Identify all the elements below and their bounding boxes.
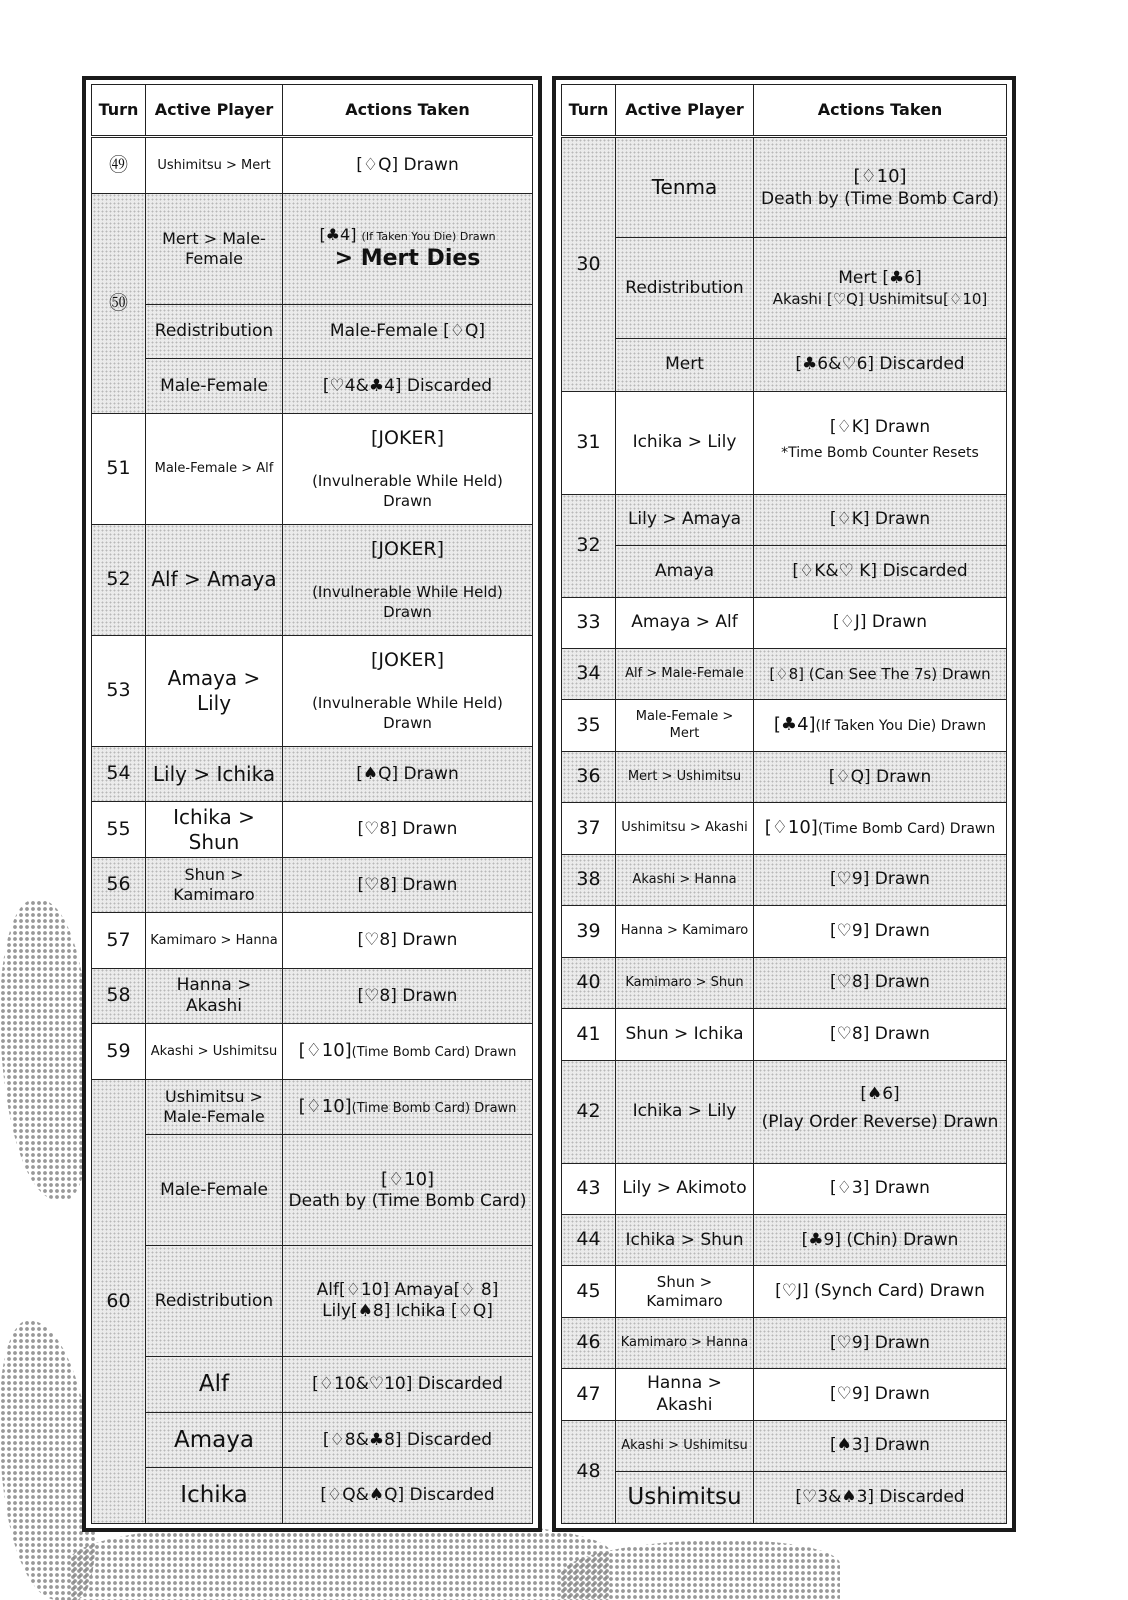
action-taken: [♡J] (Synch Card) Drawn (754, 1266, 1007, 1317)
action-card: [JOKER] (370, 427, 445, 450)
table-row (562, 1369, 1007, 1420)
action-note: *Time Bomb Counter Resets (781, 444, 979, 461)
active-player: Lily > Ichika (146, 746, 283, 802)
action-taken: [♡8] Drawn (754, 1009, 1007, 1060)
table-row (562, 546, 1007, 597)
action-card: [JOKER] (370, 538, 445, 561)
active-player: Alf > Male-Female (616, 649, 754, 700)
action-taken (754, 238, 1007, 339)
action-card: [♢K] Drawn (829, 416, 931, 437)
active-player: Akashi > Ushimitsu (616, 1420, 754, 1471)
table-row (562, 137, 1007, 238)
action-taken (754, 391, 1007, 494)
action-note: (Time Bomb Card) Drawn (351, 1045, 517, 1061)
action-taken (754, 803, 1007, 854)
action-card: [♢10] (298, 1095, 352, 1117)
active-player: Ushimitsu > Mert (146, 137, 283, 194)
table-row (562, 597, 1007, 648)
table-row (92, 524, 533, 635)
turn-number: 33 (562, 597, 616, 648)
table-row (562, 238, 1007, 339)
header-active-player: Active Player (146, 85, 283, 137)
header-actions-taken: Actions Taken (754, 85, 1007, 137)
active-player: Alf (146, 1357, 283, 1413)
table-row (562, 1266, 1007, 1317)
action-taken (754, 700, 1007, 751)
action-taken: [♢10&♡10] Discarded (283, 1357, 533, 1413)
active-player: Kamimaro > Hanna (616, 1317, 754, 1368)
table-row (92, 359, 533, 413)
header-actions-taken: Actions Taken (283, 85, 533, 137)
turn-number: 54 (92, 746, 146, 802)
turn-number: 45 (562, 1266, 616, 1317)
action-card: [♢10] (298, 1040, 352, 1062)
active-player: Tenma (616, 137, 754, 238)
table-row (92, 304, 533, 358)
turn-number: 57 (92, 913, 146, 969)
table-row (562, 854, 1007, 905)
turn-number: 39 (562, 906, 616, 957)
turn-log-table-left (82, 76, 542, 1532)
active-player: Male-Female (146, 1135, 283, 1246)
table-row (92, 1412, 533, 1468)
table-row (562, 1215, 1007, 1266)
turn-number: 36 (562, 751, 616, 802)
header-turn: Turn (562, 85, 616, 137)
turn-number: 56 (92, 857, 146, 913)
turn-number: 38 (562, 854, 616, 905)
active-player: Ichika > Lily (616, 391, 754, 494)
turn-number: 43 (562, 1163, 616, 1214)
action-note: (Invulnerable While Held) Drawn (312, 471, 503, 510)
action-outcome: Death by (Time Bomb Card) (288, 1191, 527, 1212)
active-player: Lily > Amaya (616, 494, 754, 545)
turn-number: 40 (562, 957, 616, 1008)
action-taken (283, 1024, 533, 1080)
active-player: Mert > Male-Female (146, 193, 283, 304)
action-taken: [♡8] Drawn (283, 857, 533, 913)
active-player: Amaya > Lily (146, 635, 283, 746)
action-taken: [♡4&♣4] Discarded (283, 359, 533, 413)
action-taken: [♡3&♠3] Discarded (754, 1472, 1007, 1524)
action-taken: [♣9] (Chin) Drawn (754, 1215, 1007, 1266)
active-player: Hanna > Kamimaro (616, 906, 754, 957)
table-row (92, 857, 533, 913)
action-note: (If Taken You Die) Drawn (361, 230, 496, 244)
active-player: Hanna > Akashi (616, 1369, 754, 1420)
turn-number: 59 (92, 1024, 146, 1080)
action-line: Akashi [♡Q] Ushimitsu[♢10] (772, 289, 988, 308)
table-row (92, 746, 533, 802)
action-taken: [♡8] Drawn (283, 913, 533, 969)
action-taken (754, 1060, 1007, 1163)
turn-number: ㊿ (92, 193, 146, 413)
table-row (562, 700, 1007, 751)
halftone-background-art (70, 1520, 610, 1600)
table-row (562, 803, 1007, 854)
action-taken: [♣6&♡6] Discarded (754, 339, 1007, 391)
turn-number: 35 (562, 700, 616, 751)
header-turn: Turn (92, 85, 146, 137)
turn-number: 30 (562, 137, 616, 391)
active-player: Redistribution (146, 1246, 283, 1357)
active-player: Kamimaro > Hanna (146, 913, 283, 969)
active-player: Shun > Ichika (616, 1009, 754, 1060)
active-player: Ushimitsu > Akashi (616, 803, 754, 854)
table-row (92, 1357, 533, 1413)
table-row (562, 1009, 1007, 1060)
turn-number: 44 (562, 1215, 616, 1266)
action-card: [♣4] (319, 225, 357, 245)
active-player: Shun > Kamimaro (146, 857, 283, 913)
table-row (92, 913, 533, 969)
active-player: Male-Female (146, 359, 283, 413)
action-taken (283, 193, 533, 304)
active-player: Mert (616, 339, 754, 391)
turn-number: 31 (562, 391, 616, 494)
table-row (92, 968, 533, 1024)
active-player: Hanna > Akashi (146, 968, 283, 1024)
action-taken: [♢Q&♠Q] Discarded (283, 1468, 533, 1524)
active-player: Redistribution (616, 238, 754, 339)
action-taken: [♡9] Drawn (754, 1369, 1007, 1420)
table-row (92, 1468, 533, 1524)
action-taken: [♡8] Drawn (754, 957, 1007, 1008)
action-taken: Male-Female [♢Q] (283, 304, 533, 358)
action-note: (Time Bomb Card) Drawn (351, 1100, 517, 1116)
active-player: Akashi > Hanna (616, 854, 754, 905)
action-taken: [♢J] Drawn (754, 597, 1007, 648)
action-taken: [♡8] Drawn (283, 968, 533, 1024)
action-taken (283, 413, 533, 524)
turn-number: 47 (562, 1369, 616, 1420)
action-taken: [♢8&♣8] Discarded (283, 1412, 533, 1468)
action-taken: [♢K] Drawn (754, 494, 1007, 545)
active-player: Ichika > Shun (146, 802, 283, 858)
active-player: Kamimaro > Shun (616, 957, 754, 1008)
action-line: Lily[♠8] Ichika [♢Q] (322, 1301, 493, 1322)
action-taken (283, 1079, 533, 1135)
action-taken (754, 137, 1007, 238)
turn-number: 52 (92, 524, 146, 635)
action-outcome: Death by (Time Bomb Card) (761, 188, 999, 209)
active-player: Ushimitsu (616, 1472, 754, 1524)
active-player: Ushimitsu > Male-Female (146, 1079, 283, 1135)
action-note: (Invulnerable While Held) Drawn (312, 582, 503, 621)
turn-log-table-right (552, 76, 1016, 1532)
table-row (92, 802, 533, 858)
turn-number: 42 (562, 1060, 616, 1163)
halftone-background-art (0, 900, 90, 1200)
turn-number: 53 (92, 635, 146, 746)
turn-number: 41 (562, 1009, 616, 1060)
turn-number: 60 (92, 1079, 146, 1523)
active-player: Amaya (616, 546, 754, 597)
active-player: Lily > Akimoto (616, 1163, 754, 1214)
action-taken: [♢3] Drawn (754, 1163, 1007, 1214)
action-taken: [♡8] Drawn (283, 802, 533, 858)
action-line: Alf[♢10] Amaya[♢ 8] (316, 1280, 499, 1301)
action-taken: [♡9] Drawn (754, 906, 1007, 957)
action-note: (If Taken You Die) Drawn (815, 718, 987, 735)
action-taken: [♠Q] Drawn (283, 746, 533, 802)
active-player: Akashi > Ushimitsu (146, 1024, 283, 1080)
turn-number: 51 (92, 413, 146, 524)
active-player: Male-Female > Mert (616, 700, 754, 751)
table-row (92, 137, 533, 194)
table-row (92, 413, 533, 524)
table-row (562, 1420, 1007, 1471)
turn-number: 55 (92, 802, 146, 858)
action-card: [♢10] (380, 1168, 435, 1190)
table-row (92, 1246, 533, 1357)
table-row (562, 1472, 1007, 1524)
action-note: (Play Order Reverse) Drawn (761, 1112, 999, 1133)
action-taken (283, 524, 533, 635)
table-row (562, 339, 1007, 391)
active-player: Shun > Kamimaro (616, 1266, 754, 1317)
table-row (562, 751, 1007, 802)
table-row (92, 1079, 533, 1135)
action-taken: [♢Q] Drawn (283, 137, 533, 194)
turn-number: 32 (562, 494, 616, 597)
action-outcome: > Mert Dies (334, 246, 481, 272)
active-player: Male-Female > Alf (146, 413, 283, 524)
action-taken (283, 635, 533, 746)
turn-number: 48 (562, 1420, 616, 1523)
active-player: Amaya (146, 1412, 283, 1468)
table-row (562, 391, 1007, 494)
action-card: [♣4] (773, 714, 816, 736)
action-taken (283, 1135, 533, 1246)
turn-number: 37 (562, 803, 616, 854)
action-line: Mert [♣6] (838, 267, 922, 288)
action-card: [JOKER] (370, 649, 445, 672)
action-taken: [♡9] Drawn (754, 854, 1007, 905)
table-row (562, 957, 1007, 1008)
action-taken: [♠3] Drawn (754, 1420, 1007, 1471)
turn-number: 46 (562, 1317, 616, 1368)
turn-number: 34 (562, 649, 616, 700)
action-note: (Invulnerable While Held) Drawn (312, 693, 503, 732)
turn-number: ㊾ (92, 137, 146, 194)
action-note: (Time Bomb Card) Drawn (817, 821, 996, 838)
table-row (562, 494, 1007, 545)
action-taken: [♢Q] Drawn (754, 751, 1007, 802)
active-player: Ichika > Lily (616, 1060, 754, 1163)
action-taken: [♡9] Drawn (754, 1317, 1007, 1368)
table-row (562, 649, 1007, 700)
table-row (92, 1135, 533, 1246)
active-player: Redistribution (146, 304, 283, 358)
action-taken: [♢8] (Can See The 7s) Drawn (754, 649, 1007, 700)
table-row (92, 193, 533, 304)
active-player: Alf > Amaya (146, 524, 283, 635)
active-player: Amaya > Alf (616, 597, 754, 648)
active-player: Mert > Ushimitsu (616, 751, 754, 802)
table-row (562, 906, 1007, 957)
table-row (562, 1317, 1007, 1368)
action-card: [♠6] (860, 1083, 900, 1104)
active-player: Ichika > Shun (616, 1215, 754, 1266)
table-row (92, 635, 533, 746)
header-active-player: Active Player (616, 85, 754, 137)
action-card: [♢10] (853, 166, 907, 188)
action-card: [♢10] (764, 817, 818, 839)
table-row (562, 1163, 1007, 1214)
turn-number: 58 (92, 968, 146, 1024)
table-row (562, 1060, 1007, 1163)
active-player: Ichika (146, 1468, 283, 1524)
table-row (92, 1024, 533, 1080)
action-taken: [♢K&♡ K] Discarded (754, 546, 1007, 597)
action-taken (283, 1246, 533, 1357)
